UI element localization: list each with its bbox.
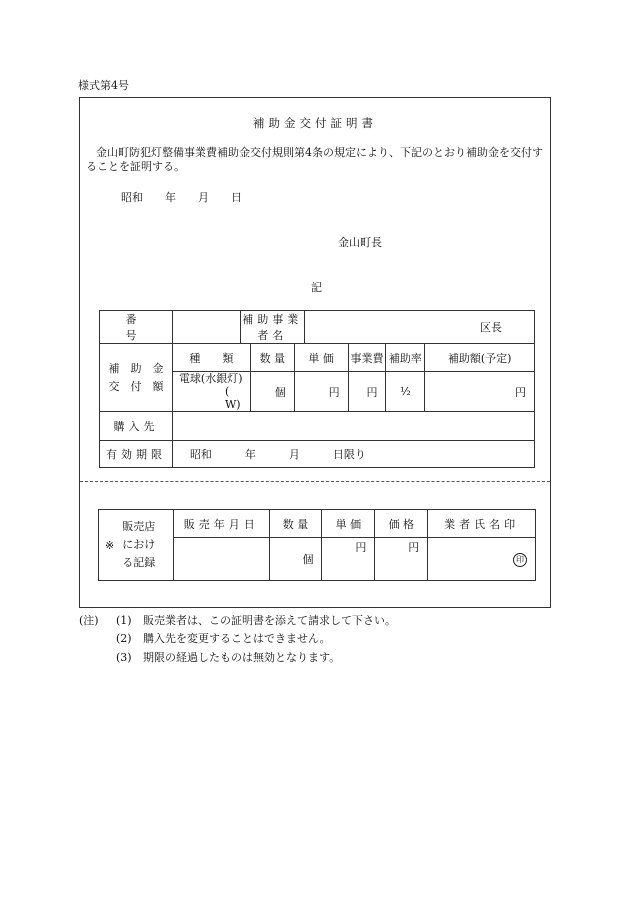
col-rate: 補助率 [386,344,425,372]
col-qty-2: 数 量 [269,510,322,538]
validity-label: 有効期限 [100,441,173,468]
issue-date: 昭和 年 月 日 [121,191,242,204]
amount-value[interactable]: 円 [425,372,535,412]
note-1: 販売業者は、この証明書を添えて請求して下さい。 [143,614,396,627]
number-label: 番 号 [100,311,173,344]
operator-field[interactable] [304,311,534,344]
col-price: 価 格 [375,510,428,538]
unit-price-value[interactable]: 円 [294,372,348,412]
shop-label-line2: におけ [122,538,156,551]
item-cell [172,372,250,412]
price-field[interactable]: 円 [375,538,428,581]
project-cost-value[interactable]: 円 [348,372,386,412]
grant-label-line2: 交 付 額 [108,379,164,393]
shop-label [122,518,155,572]
note-3: 期限の経過したものは無効となります。 [143,651,341,664]
mayor-signature: 金山町長 [338,236,382,249]
purchase-label: 購入先 [100,412,173,441]
shop-label-line3: る記録 [122,556,156,569]
notes-heading: (注) [79,614,99,627]
note-mark: ※ [105,538,115,552]
shop-record-table [98,509,536,581]
col-sale-date: 販売年月日 [173,510,269,538]
col-name-seal: 業者氏名印 [428,510,536,538]
grant-label-line1: 補 助 金 [108,361,164,375]
col-amount: 補助額(予定) [425,344,535,372]
document-title: 補助金交付証明書 [253,116,377,130]
col-project-cost: 事業費 [348,344,386,372]
col-unit-price-2: 単 価 [322,510,375,538]
item-name: 電球(水銀灯) [178,372,243,385]
grant-table [99,310,535,468]
district-label: 区長 [480,321,502,334]
col-unit-price: 単 価 [294,344,348,372]
shop-label-line1: 販売店 [122,520,156,533]
shop-label-cell [99,510,174,581]
note-2: 購入先を変更することはできません。 [143,632,331,645]
unit-price-field-2[interactable]: 円 [322,538,375,581]
sale-date-field[interactable] [173,538,269,581]
qty-field-2[interactable]: 個 [269,538,322,581]
seal-mark: 印 [513,553,527,567]
col-qty: 数 量 [250,344,294,372]
certification-paragraph: 金山町防犯灯整備事業費補助金交付規則第4条の規定により、下記のとおり補助金を交付することを証明する。 [86,146,543,173]
name-seal-field[interactable] [428,538,536,581]
note-1-number: (1) [116,614,132,627]
purchase-field[interactable] [172,412,534,441]
note-2-number: (2) [116,632,132,645]
cut-line [80,481,550,482]
note-3-number: (3) [116,651,132,664]
col-type: 種 類 [172,344,250,372]
grant-label [100,344,173,412]
operator-label: 補助事業者名 [240,311,304,344]
item-watt: ( W) [224,385,241,411]
validity-value: 昭和 年 月 日限り [172,441,534,468]
ki-heading: 記 [311,281,322,294]
qty-value[interactable]: 個 [250,372,294,412]
rate-value: ½ [386,372,425,412]
form-number: 様式第4号 [78,79,129,92]
